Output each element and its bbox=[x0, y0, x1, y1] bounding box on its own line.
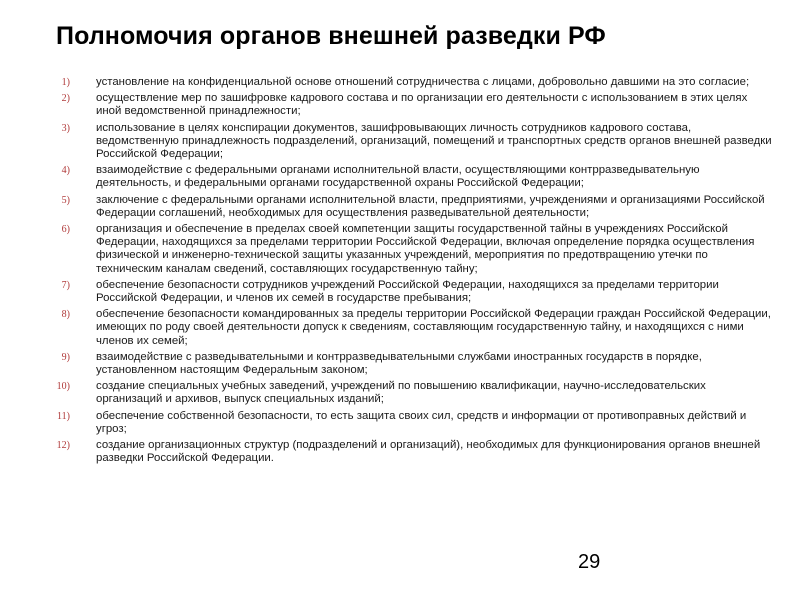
list-item-number: 12) bbox=[56, 440, 70, 452]
list-item-number: 1) bbox=[61, 77, 70, 88]
list-item bbox=[0, 279, 800, 305]
list-item-number: 3) bbox=[61, 122, 70, 134]
list-item-text: организация и обеспечение в пределах своей компетенции защиты государственной тайны в учреждениях Российской Федерации, находящихся за пределами территории Российской Федерации, включая определение порядка осуществления физической и инженерно-технической защиты указанных учреждений, мероприятия по предотвращению утечки по техническим каналам сведений, составляющих государственную тайну; bbox=[96, 223, 755, 275]
list-item bbox=[0, 351, 800, 377]
list-item-number: 6) bbox=[61, 224, 70, 236]
list-item-number: 10) bbox=[56, 381, 70, 393]
list-item-text: взаимодействие с федеральными органами исполнительной власти, осуществляющими контрразведывательную деятельность, и федеральными органами государственной охраны Российской Федерации; bbox=[96, 164, 700, 190]
list-item bbox=[0, 439, 800, 465]
list-item-text: заключение с федеральными органами исполнительной власти, предприятиями, учреждениями и организациями Российской Федерации соглашений, необходимых для осуществления разведывательной деятельности; bbox=[96, 193, 765, 219]
list-item-text: использование в целях конспирации документов, зашифровывающих личность сотрудников кадрового состава, ведомственную принадлежность подразделений, организаций, помещений и транспортных средств органов внешней разведки Российской Федерации; bbox=[96, 121, 772, 161]
list-item-number: 9) bbox=[61, 351, 70, 363]
list-item-text: обеспечение собственной безопасности, то есть защита своих сил, средств и информации от противоправных действий и угроз; bbox=[96, 409, 747, 435]
list-item-number: 11) bbox=[57, 410, 70, 422]
list-item bbox=[0, 122, 800, 162]
list-item bbox=[0, 410, 800, 436]
list-item-text: обеспечение безопасности сотрудников учреждений Российской Федерации, находящихся за пределами территории Российской Федерации, и членов их семей в государстве пребывания; bbox=[96, 278, 719, 305]
list-item-number: 4) bbox=[61, 165, 70, 177]
list-item bbox=[0, 76, 800, 89]
list-item bbox=[0, 308, 800, 348]
list-item-text: осуществление мер по зашифровке кадрового состава и по организации его деятельности с использованием в этих целях иной ведомственной принадлежности; bbox=[96, 92, 748, 118]
list-item bbox=[0, 380, 800, 406]
list-item-text: взаимодействие с разведывательными и контрразведывательными службами иностранных государств в порядке, установленном настоящим Федеральным законом; bbox=[96, 350, 702, 377]
list-item-number: 7) bbox=[61, 279, 70, 291]
list-item-text: обеспечение безопасности командированных за пределы территории Российской Федерации граждан Российской Федерации, имеющих по роду своей деятельности допуск к сведениям, составляющим государственную тайну, и находящихся с ними членов их семей; bbox=[96, 308, 771, 347]
list-item bbox=[0, 164, 800, 190]
powers-list bbox=[0, 76, 800, 468]
list-item bbox=[0, 223, 800, 276]
list-item bbox=[0, 92, 800, 118]
list-item-text: создание специальных учебных заведений, учреждений по повышению квалификации, научно-исследовательских организаций и архивов, выпуск специальных изданий; bbox=[96, 380, 706, 406]
list-item-number: 8) bbox=[61, 309, 70, 321]
slide-title: Полномочия органов внешней разведки РФ bbox=[56, 22, 606, 50]
page-number: 29 bbox=[578, 551, 601, 573]
list-item-text: создание организационных структур (подразделений и организаций), необходимых для функционирования органов внешней разведки Российской Федерации. bbox=[96, 439, 761, 465]
list-item-number: 5) bbox=[61, 194, 70, 206]
list-item-number: 2) bbox=[61, 93, 70, 105]
list-item-text: установление на конфиденциальной основе отношений сотрудничества с лицами, добровольно давшими на это согласие; bbox=[96, 76, 750, 88]
list-item bbox=[0, 194, 800, 220]
